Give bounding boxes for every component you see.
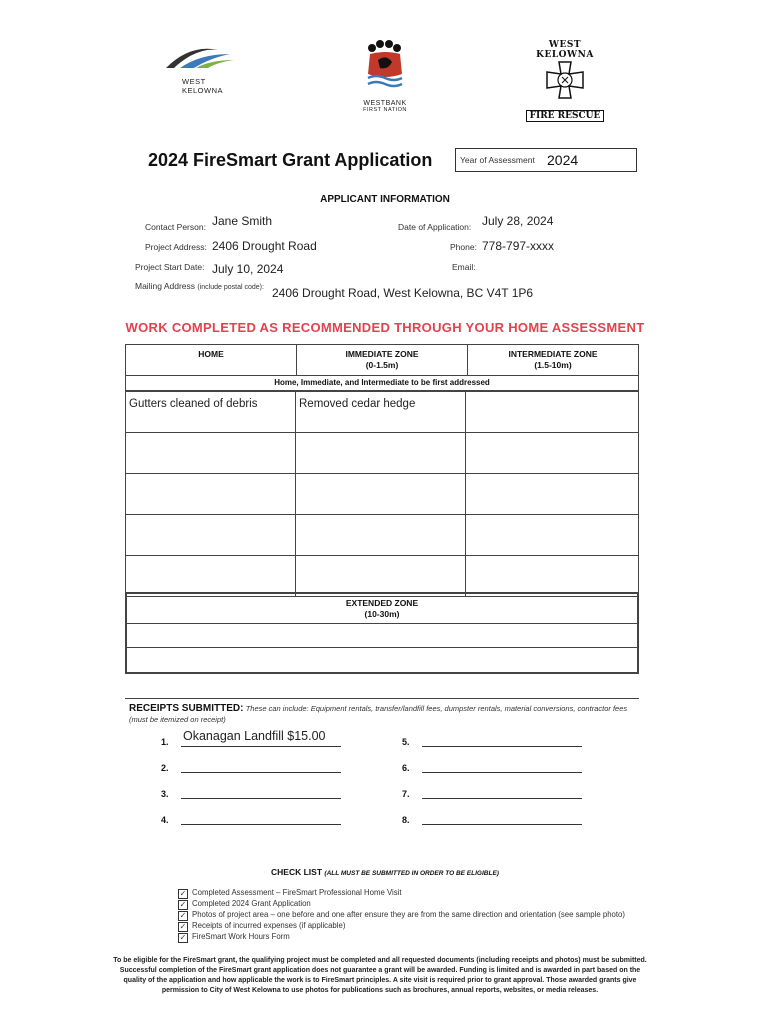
checklist-item-label: Completed 2024 Grant Application	[192, 899, 311, 908]
checkbox-checked-icon[interactable]: ✓	[179, 933, 187, 942]
receipts-hint: These can include: Equipment rentals, transfer/landfill fees, dumpster rentals, material conversions, contractor fees (must be itemized on receipt)	[129, 704, 628, 724]
extended-zone-header	[127, 594, 637, 624]
checklist-item	[178, 931, 648, 942]
project-start-date-value[interactable]: July 10, 2024	[212, 262, 284, 276]
westbank-first-nation-logo	[350, 40, 420, 115]
extended-rows	[127, 624, 637, 672]
mailing-address-label-text: Mailing Address	[135, 281, 196, 291]
receipt-line	[181, 746, 341, 747]
work-row	[126, 556, 638, 596]
immediate-zone-cell[interactable]	[296, 433, 466, 473]
checklist-item	[178, 920, 648, 931]
footer-line: To be eligible for the FireSmart grant, the qualifying project must be completed and all requested documents (including receipts and photos) must be submitted.	[113, 957, 647, 964]
immediate-zone-cell[interactable]	[296, 556, 466, 596]
receipt-value[interactable]: Okanagan Landfill $15.00	[183, 729, 326, 743]
year-of-assessment-box	[455, 148, 637, 172]
zone-header-row	[126, 345, 638, 376]
fire-rescue-arch-text: WEST KELOWNA	[536, 40, 594, 60]
page-title: 2024 FireSmart Grant Application	[148, 150, 433, 170]
receipt-number: 6.	[402, 763, 410, 773]
checklist-heading-line	[0, 867, 770, 877]
receipt-number: 2.	[161, 763, 169, 773]
immediate-zone-cell[interactable]	[296, 474, 466, 514]
immediate-zone-range: (0-1.5m)	[365, 360, 399, 370]
eligibility-footer	[110, 956, 650, 996]
receipt-line	[181, 798, 341, 799]
checklist-item	[178, 898, 648, 909]
checklist-item	[178, 909, 648, 920]
immediate-zone-cell[interactable]	[296, 515, 466, 555]
extended-zone-label: EXTENDED ZONE	[345, 598, 419, 608]
receipt-number: 1.	[161, 737, 169, 747]
fire-rescue-banner-text: FIRE RESCUE	[526, 110, 605, 122]
mailing-address-value[interactable]: 2406 Drought Road, West Kelowna, BC V4T 1P6	[272, 286, 534, 300]
intermediate-zone-cell[interactable]	[466, 392, 638, 432]
footer-line: Successful completion of the FireSmart grant application does not guarantee a grant will be awarded. Funding is limited and is awarded in part based on the	[119, 967, 641, 974]
work-row	[126, 474, 638, 515]
receipt-line	[422, 772, 582, 773]
maltese-cross-icon	[545, 60, 585, 100]
extended-zone-row[interactable]	[127, 624, 637, 648]
footer-line: permission to City of West Kelowna to use photos for publications such as brochures, annual reports, websites, or media releases.	[161, 987, 599, 994]
contact-person-value[interactable]: Jane Smith	[212, 214, 273, 228]
intermediate-zone-cell[interactable]	[466, 433, 638, 473]
checklist-item-label: FireSmart Work Hours Form	[192, 932, 290, 941]
intermediate-zone-cell[interactable]	[466, 474, 638, 514]
work-row	[126, 433, 638, 474]
receipt-line	[422, 746, 582, 747]
applicant-info-heading: APPLICANT INFORMATION	[320, 194, 450, 205]
home-cell[interactable]: Gutters cleaned of debris	[126, 392, 296, 432]
extended-zone-table	[125, 592, 639, 674]
project-address-label: Project Address:	[145, 242, 207, 252]
work-zones-table	[125, 344, 639, 597]
extended-zone-range: (10-30m)	[364, 609, 400, 619]
immediate-zone-header	[297, 345, 468, 375]
westbank-logo-text: WESTBANK	[363, 100, 407, 107]
receipt-number: 5.	[402, 737, 410, 747]
mailing-address-label	[135, 281, 264, 291]
year-of-assessment-value[interactable]: 2024	[547, 152, 579, 168]
work-row	[126, 392, 638, 433]
year-of-assessment-label: Year of Assessment	[460, 155, 535, 165]
receipt-line	[181, 772, 341, 773]
west-kelowna-mountain-icon	[160, 42, 250, 72]
intermediate-zone-range: (1.5-10m)	[534, 360, 572, 370]
work-completed-heading: WORK COMPLETED AS RECOMMENDED THROUGH YOUR HOME ASSESSMENT	[125, 320, 645, 335]
checklist-items	[178, 887, 648, 942]
bear-paw-icon	[360, 40, 410, 95]
mailing-address-hint: (include postal code):	[197, 284, 264, 291]
receipt-line	[181, 824, 341, 825]
home-cell[interactable]	[126, 515, 296, 555]
project-address-value[interactable]: 2406 Drought Road	[212, 239, 317, 253]
intermediate-zone-cell[interactable]	[466, 556, 638, 596]
home-column-label: HOME	[198, 349, 224, 359]
checkbox-checked-icon[interactable]: ✓	[179, 900, 187, 909]
receipt-number: 7.	[402, 789, 410, 799]
receipts-heading-line	[129, 703, 634, 725]
work-rows	[126, 392, 638, 596]
zone-note-row: Home, Immediate, and Intermediate to be first addressed	[126, 376, 638, 392]
date-of-application-value[interactable]: July 28, 2024	[482, 214, 554, 228]
checkbox-checked-icon[interactable]: ✓	[179, 922, 187, 931]
checklist-item-label: Completed Assessment – FireSmart Professional Home Visit	[192, 888, 402, 897]
phone-value[interactable]: 778-797-xxxx	[482, 239, 555, 253]
work-row	[126, 515, 638, 556]
contact-person-label: Contact Person:	[145, 222, 206, 232]
intermediate-zone-header	[468, 345, 638, 375]
project-start-date-label: Project Start Date:	[135, 262, 205, 272]
phone-label: Phone:	[450, 242, 477, 252]
checklist-item-label: Photos of project area – one before and one after ensure they are from the same direction and orientation (see sample photo)	[192, 910, 625, 919]
checkbox-checked-icon[interactable]: ✓	[179, 911, 187, 920]
checklist-heading: CHECK LIST	[271, 867, 323, 877]
home-column-header	[126, 345, 297, 375]
home-cell[interactable]	[126, 433, 296, 473]
receipt-line	[422, 798, 582, 799]
west-kelowna-logo-text: WEST KELOWNA	[182, 77, 224, 95]
fire-rescue-logo	[525, 40, 605, 121]
extended-zone-row[interactable]	[127, 648, 637, 672]
checkbox-checked-icon[interactable]: ✓	[179, 889, 187, 898]
receipts-section	[125, 698, 639, 851]
immediate-zone-label: IMMEDIATE ZONE	[345, 349, 419, 359]
checklist-item	[178, 887, 648, 898]
checklist-heading-note: (ALL MUST BE SUBMITTED IN ORDER TO BE ELIGIBLE)	[324, 870, 499, 877]
email-label: Email:	[452, 262, 476, 272]
immediate-zone-cell[interactable]: Removed cedar hedge	[296, 392, 466, 432]
intermediate-zone-label: INTERMEDIATE ZONE	[508, 349, 598, 359]
home-cell[interactable]	[126, 474, 296, 514]
footer-line: quality of the application and how applicable the work is to FireSmart principles. A site visit is required prior to grant approval. Those awarded grants give	[123, 977, 637, 984]
home-cell[interactable]	[126, 556, 296, 596]
intermediate-zone-cell[interactable]	[466, 515, 638, 555]
receipt-number: 4.	[161, 815, 169, 825]
receipt-number: 8.	[402, 815, 410, 825]
first-nation-logo-text: FIRST NATION	[363, 107, 407, 113]
receipt-number: 3.	[161, 789, 169, 799]
receipts-heading: RECEIPTS SUBMITTED:	[129, 703, 244, 714]
west-kelowna-logo	[160, 42, 250, 95]
checklist-item-label: Receipts of incurred expenses (if applicable)	[192, 921, 346, 930]
date-of-application-label: Date of Application:	[398, 222, 472, 232]
receipt-line	[422, 824, 582, 825]
